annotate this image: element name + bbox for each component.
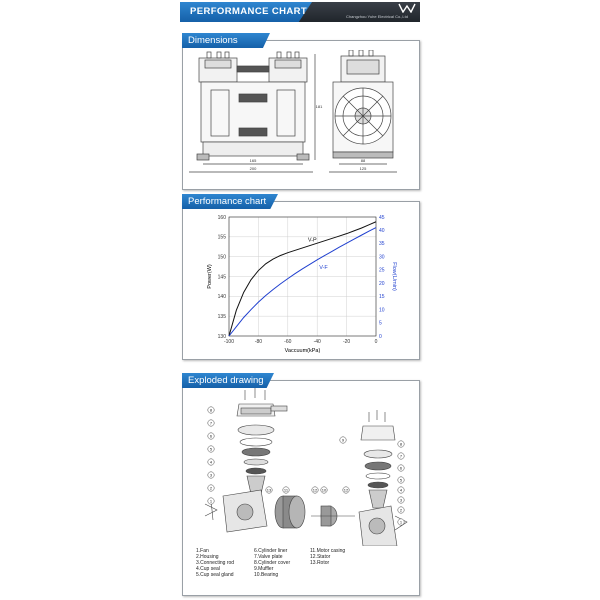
series-label-v-p: V-P	[307, 237, 317, 244]
callout-number: 5	[399, 477, 403, 483]
y-tick-label: 155	[217, 234, 226, 241]
callout-number: 10	[321, 487, 327, 493]
legend-col-1	[196, 548, 234, 578]
callout-number: 2	[209, 485, 213, 491]
callout-number: 8	[209, 407, 213, 413]
callout-number: 6	[209, 433, 213, 439]
dim-front-height: 181	[315, 104, 323, 109]
y2-tick-label: 5	[379, 320, 382, 327]
legend-item: 12.Stator	[310, 554, 331, 560]
legend-col-3	[310, 548, 345, 566]
performance-heading: Performance chart	[188, 196, 267, 207]
dim-front-inner: 165	[249, 158, 257, 163]
dim-side-inner: 88	[360, 158, 366, 163]
callout-number: 1	[209, 498, 213, 504]
legend-item: 1.Fan	[196, 548, 209, 554]
company-logo-icon	[398, 3, 416, 13]
x-tick-label: 0	[374, 339, 378, 345]
callout-number: 1	[399, 519, 403, 525]
callout-number: 7	[209, 420, 213, 426]
series-line-v-f	[229, 228, 376, 336]
legend-item: 4.Cup seal	[196, 566, 220, 572]
dimensions-drawing	[183, 50, 417, 186]
legend-col-2	[254, 548, 290, 578]
callout-number: 11	[283, 487, 289, 493]
chart-ticks	[218, 215, 385, 345]
y-axis-label: Power(W)	[207, 264, 213, 289]
callout-number: 7	[399, 453, 403, 459]
y2-axis-label: Flow(L/min)	[391, 262, 397, 291]
exploded-heading: Exploded drawing	[188, 375, 264, 386]
y-tick-label: 160	[217, 214, 226, 221]
callout-number: 12	[343, 487, 349, 493]
callout-number: 2	[399, 507, 403, 513]
callout-number: 12	[312, 487, 318, 493]
y2-tick-label: 25	[379, 267, 385, 274]
x-tick-label: -100	[223, 339, 235, 345]
legend-item: 8.Cylinder cover	[254, 560, 291, 566]
y2-tick-label: 35	[379, 241, 385, 248]
callout-number: 9	[341, 437, 345, 443]
exploded-drawing	[183, 386, 417, 546]
y-tick-label: 135	[217, 313, 226, 320]
y2-tick-label: 45	[379, 214, 385, 221]
x-tick-label: -20	[342, 339, 351, 345]
legend-item: 3.Connecting rod	[196, 560, 235, 566]
y2-tick-label: 40	[379, 228, 385, 235]
legend-item: 9.Muffler	[254, 566, 274, 572]
legend-item: 5.Cup seal gland	[196, 572, 234, 578]
legend-item: 10.Bearing	[254, 572, 279, 578]
y-tick-label: 145	[217, 274, 226, 281]
x-tick-label: -80	[254, 339, 263, 345]
callout-number: 5	[209, 446, 213, 452]
callout-number: 3	[209, 472, 213, 478]
legend-item: 11.Motor casing	[310, 548, 346, 554]
company-name: Changzhou Yuhe Electrical Co.,Ltd	[346, 14, 408, 19]
legend-item: 13.Rotor	[310, 560, 330, 566]
series-label-v-f: V-F	[319, 264, 328, 271]
dim-front-outer: 200	[249, 166, 257, 171]
chart-grid	[229, 217, 376, 336]
performance-chart	[183, 205, 417, 356]
y-tick-label: 130	[217, 333, 226, 340]
callout-number: 13	[266, 487, 272, 493]
y2-tick-label: 20	[379, 280, 385, 287]
legend-item: 7.Valve plate	[254, 554, 283, 560]
callout-number: 8	[399, 441, 403, 447]
page-title: PERFORMANCE CHART	[190, 6, 308, 17]
callout-number: 3	[399, 497, 403, 503]
callout-number: 6	[399, 465, 403, 471]
y2-tick-label: 0	[379, 333, 382, 340]
x-tick-label: -60	[284, 339, 292, 345]
y2-tick-label: 15	[379, 294, 385, 301]
callout-number: 4	[399, 487, 403, 493]
y-tick-label: 150	[217, 254, 226, 261]
x-axis-label: Vaccuum(kPa)	[284, 348, 321, 354]
legend-item: 6.Cylinder liner	[254, 548, 288, 554]
callout-number: 4	[209, 459, 213, 465]
y2-tick-label: 30	[379, 254, 385, 261]
dim-side-outer: 125	[359, 166, 367, 171]
x-tick-label: -40	[313, 339, 321, 345]
dimensions-heading: Dimensions	[188, 35, 238, 46]
y2-tick-label: 10	[379, 307, 385, 314]
chart-series	[229, 222, 376, 336]
legend-item: 2.Housing	[196, 554, 219, 560]
y-tick-label: 140	[217, 294, 226, 301]
